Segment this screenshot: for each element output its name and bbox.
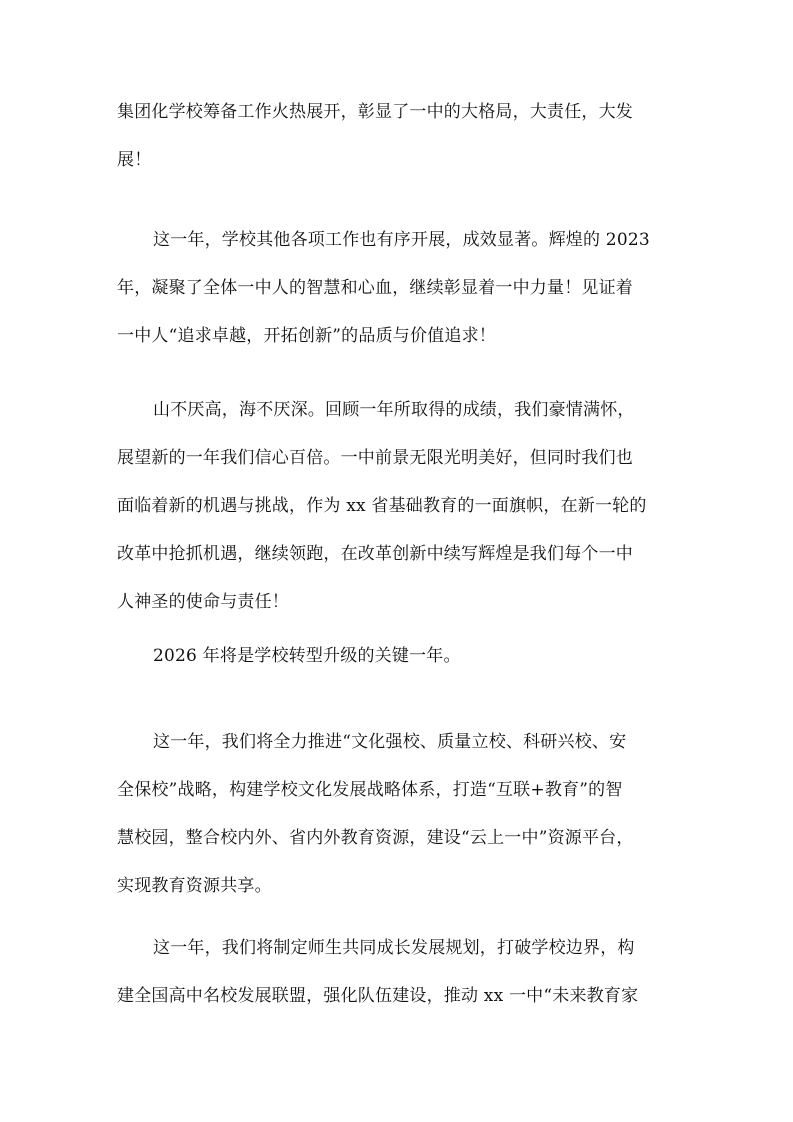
paragraph-teacher-growth [117, 924, 687, 1020]
text-line: 一中人“追求卓越，开拓创新”的品质与价值追求！ [117, 326, 496, 346]
text-line: 慧校园，整合校内外、省内外教育资源，建设“云上一中”资源平台， [117, 828, 634, 848]
text-line: 山不厌高，海不厌深。回顾一年所取得的成绩，我们豪情满怀， [153, 400, 635, 420]
text-line: 人神圣的使命与责任！ [117, 592, 289, 612]
text-line: 这一年，学校其他各项工作也有序开展，成效显著。辉煌的 2023 [153, 230, 650, 250]
text-line: 面临着新的机遇与挑战，作为 xx 省基础教育的一面旗帜，在新一轮的 [117, 496, 647, 516]
text-line: 这一年，我们将全力推进“文化强校、质量立校、科研兴校、安 [153, 732, 627, 752]
text-line: 展望新的一年我们信心百倍。一中前景无限光明美好，但同时我们也 [117, 448, 633, 468]
paragraph-strategy [117, 718, 687, 910]
text-line: 年，凝聚了全体一中人的智慧和心血，继续彰显着一中力量！见证着 [117, 278, 633, 298]
text-line: 这一年，我们将制定师生共同成长发展规划，打破学校边界，构 [153, 938, 635, 958]
paragraph-achievements [117, 216, 687, 360]
paragraph-outlook [117, 386, 687, 626]
paragraph-group-school-prep [117, 88, 687, 184]
text-line: 集团化学校筹备工作火热展开，彰显了一中的大格局，大责任，大发 [117, 102, 633, 122]
text-line: 2026 年将是学校转型升级的关键一年。 [153, 646, 461, 666]
text-line: 改革中抢抓机遇，继续领跑，在改革创新中续写辉煌是我们每个一中 [117, 544, 633, 564]
text-line: 全保校”战略，构建学校文化发展战略体系，打造“互联+教育”的智 [117, 780, 623, 800]
paragraph-2026-key-year [117, 632, 687, 680]
text-line: 建全国高中名校发展联盟，强化队伍建设，推动 xx 一中“未来教育家 [117, 986, 639, 1006]
text-line: 实现教育资源共享。 [117, 876, 272, 896]
text-line: 展！ [117, 150, 152, 170]
